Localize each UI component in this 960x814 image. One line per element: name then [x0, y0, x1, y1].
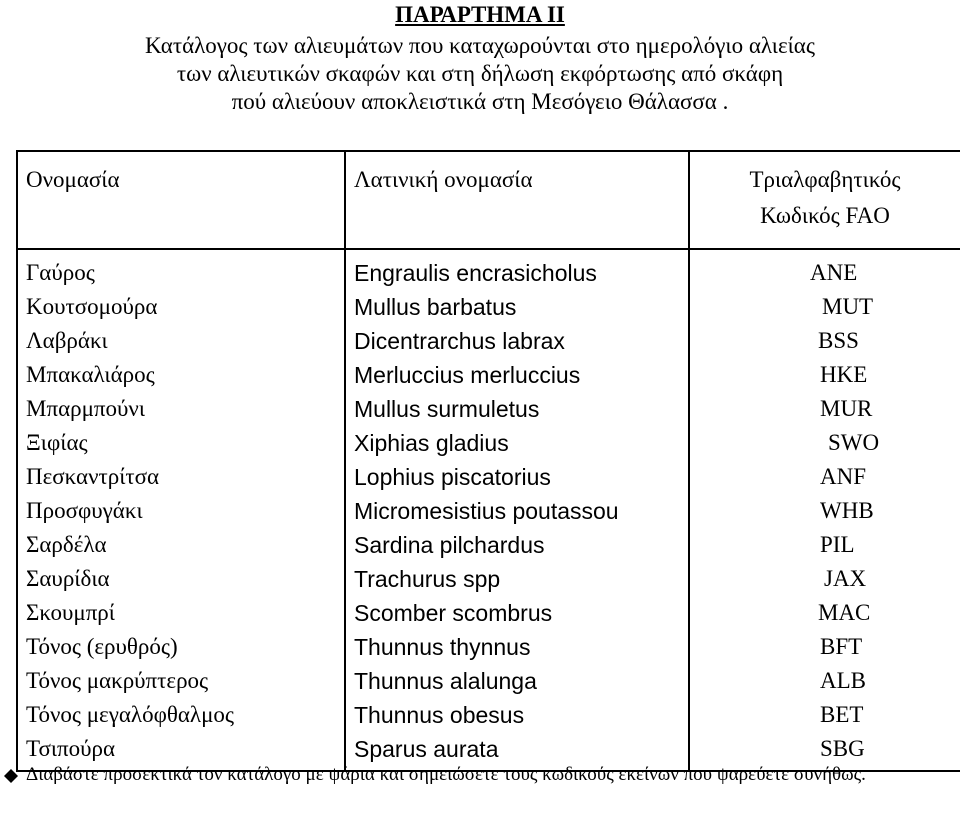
- cell-fao-code: WHB: [820, 498, 874, 523]
- cell-fao-code: MAC: [818, 600, 871, 625]
- cell-latin: Dicentrarchus labrax: [354, 328, 565, 354]
- cell-name: Τόνος (ερυθρός): [26, 634, 178, 659]
- cell-name: Μπακαλιάρος: [26, 362, 155, 387]
- cell-latin: Lophius piscatorius: [354, 464, 551, 490]
- cell-name: Πεσκαντρίτσα: [26, 464, 160, 489]
- cell-fao-code: ANF: [820, 464, 867, 489]
- cell-fao-code: SBG: [820, 736, 865, 761]
- header-name: Ονομασία: [17, 151, 345, 249]
- cell-latin: Sparus aurata: [354, 736, 499, 762]
- code-column: [689, 249, 960, 771]
- header-code: [689, 151, 960, 249]
- header-code-line1: Τριαλφαβητικός: [749, 167, 901, 192]
- cell-fao-code: JAX: [824, 566, 867, 591]
- cell-name: Τσιπούρα: [26, 736, 116, 761]
- note-text: Διαβάστε προσεκτικά τον κατάλογο με ψάρια και σημειώσετε τους κωδικούς εκείνων που ψαρεύετε συνήθως.: [26, 764, 866, 785]
- header-latin: Λατινική ονομασία: [345, 151, 689, 249]
- cell-fao-code: BET: [820, 702, 864, 727]
- cell-fao-code: ANE: [810, 260, 858, 285]
- cell-latin: Micromesistius poutassou: [354, 498, 619, 524]
- cell-latin: Mullus barbatus: [354, 294, 517, 320]
- subtitle-line-2: των αλιευτικών σκαφών και στη δήλωση εκφόρτωσης από σκάφη: [176, 61, 784, 86]
- cell-name: Γαύρος: [26, 260, 95, 285]
- header-code-line2: Κωδικός FAO: [760, 203, 890, 228]
- cell-fao-code: BFT: [820, 634, 863, 659]
- table-header-row: [17, 151, 960, 249]
- cell-fao-code: MUR: [820, 396, 873, 421]
- cell-name: Τόνος μακρύπτερος: [26, 668, 209, 693]
- cell-name: Κουτσομούρα: [26, 294, 158, 319]
- cell-latin: Xiphias gladius: [354, 430, 509, 456]
- cell-name: Σκουμπρί: [26, 600, 115, 625]
- instruction-note: [4, 761, 960, 789]
- cell-latin: Scomber scombrus: [354, 600, 553, 626]
- cell-name: Τόνος μεγαλόφθαλμος: [26, 702, 235, 727]
- cell-name: Ξιφίας: [26, 430, 88, 455]
- cell-latin: Trachurus spp: [354, 566, 501, 592]
- page-title: ΠΑΡΑΡΤΗΜΑ ΙΙ: [395, 2, 565, 27]
- cell-name: Προσφυγάκι: [26, 498, 143, 523]
- species-table: [16, 150, 960, 772]
- subtitle-line-1: Κατάλογος των αλιευμάτων που καταχωρούνται στο ημερολόγιο αλιείας: [145, 33, 815, 58]
- cell-fao-code: MUT: [822, 294, 874, 319]
- cell-name: Μπαρμπούνι: [26, 396, 146, 421]
- cell-fao-code: ALB: [820, 668, 866, 693]
- cell-fao-code: SWO: [828, 430, 880, 455]
- latin-column: [345, 249, 689, 771]
- cell-name: Σαρδέλα: [26, 532, 107, 557]
- cell-name: Λαβράκι: [26, 328, 108, 353]
- cell-latin: Sardina pilchardus: [354, 532, 545, 558]
- table-body-row: [17, 249, 960, 771]
- cell-latin: Thunnus alalunga: [354, 668, 537, 694]
- name-column: [17, 249, 345, 771]
- cell-latin: Thunnus thynnus: [354, 634, 531, 660]
- subtitle-line-3: πού αλιεύουν αποκλειστικά στη Μεσόγειο Θάλασσα .: [231, 89, 729, 114]
- cell-latin: Mullus surmuletus: [354, 396, 540, 422]
- cell-fao-code: HKE: [820, 362, 868, 387]
- cell-latin: Thunnus obesus: [354, 702, 525, 728]
- cell-latin: Engraulis encrasicholus: [354, 260, 597, 286]
- cell-latin: Merluccius merluccius: [354, 362, 581, 388]
- cell-fao-code: BSS: [818, 328, 859, 353]
- cell-name: Σαυρίδια: [26, 566, 110, 591]
- cell-fao-code: PIL: [820, 532, 855, 557]
- diamond-bullet-icon: [4, 769, 18, 783]
